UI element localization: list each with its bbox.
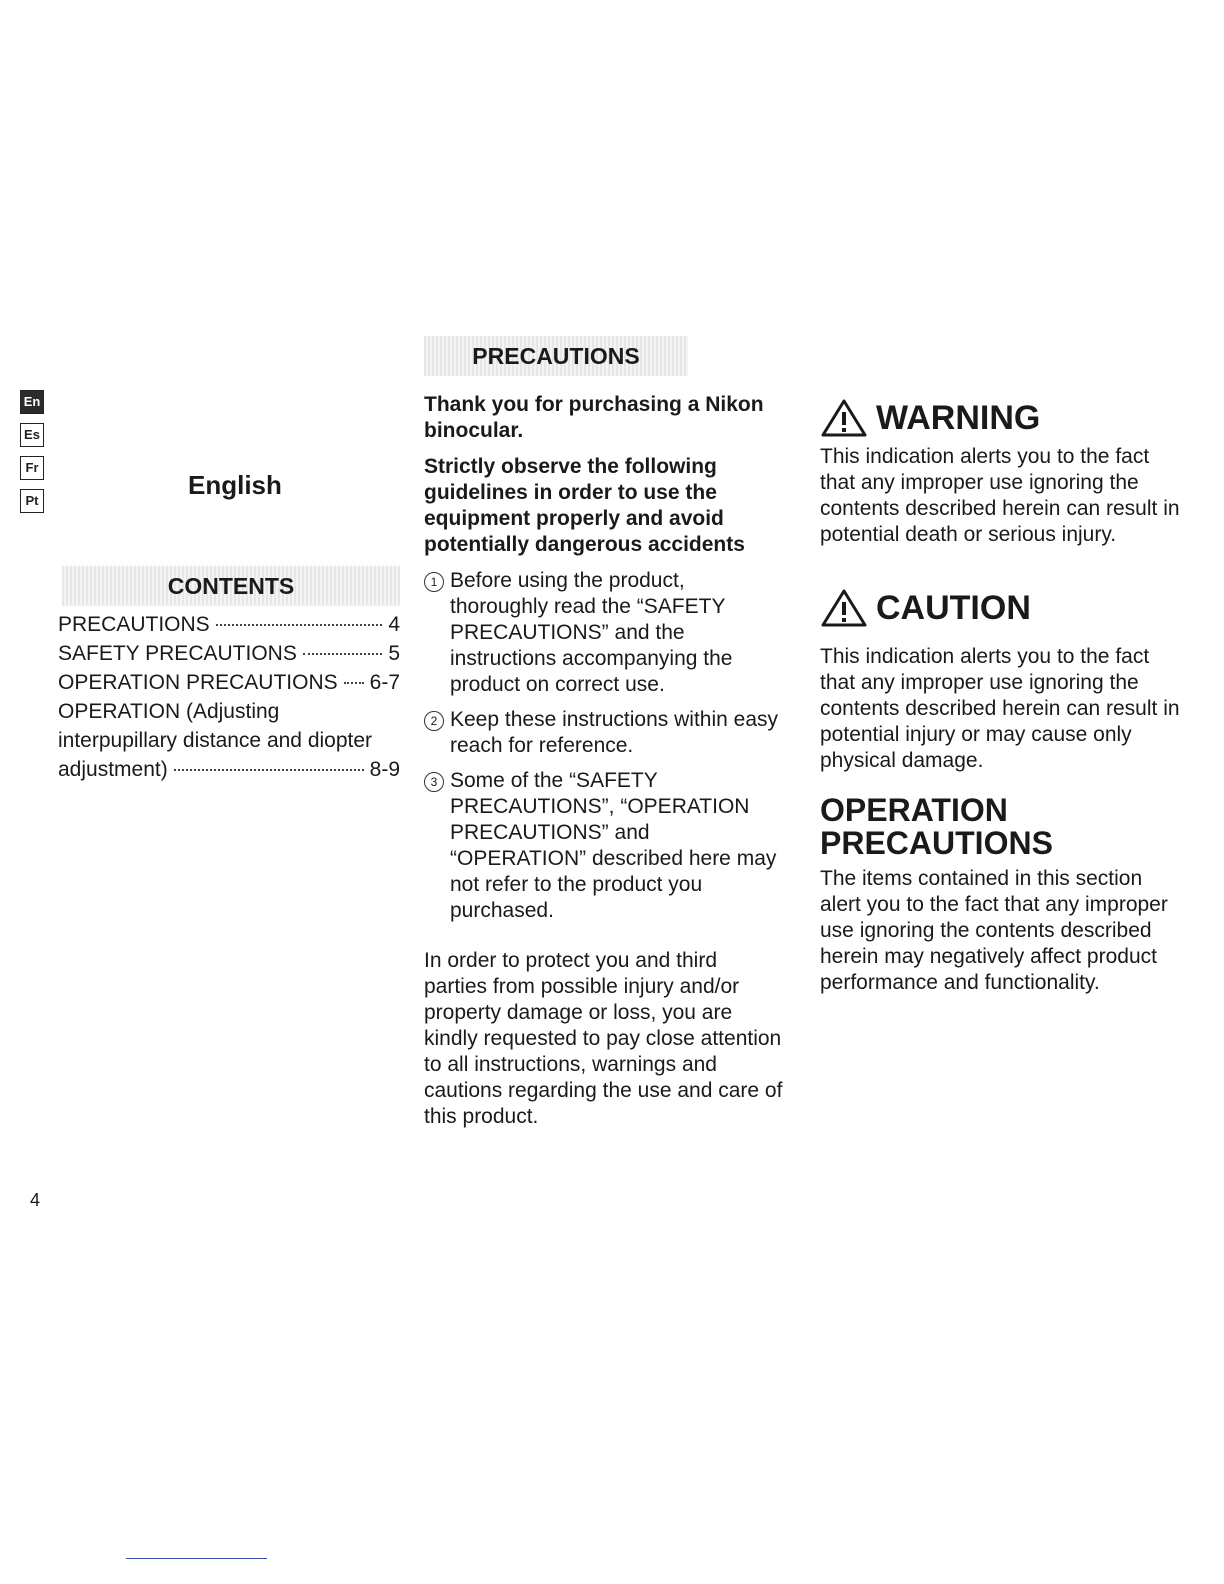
- toc-entry[interactable]: [58, 668, 400, 697]
- operation-precautions-text: The items contained in this section alert you to the fact that any improper use ignoring the contents described herein may negatively affect product performance and functionality.: [820, 867, 1168, 994]
- caution-title: CAUTION: [876, 589, 1031, 627]
- circled-number-2-icon: 2: [424, 711, 444, 731]
- list-item: [424, 768, 784, 924]
- warning-section: [820, 398, 1180, 548]
- toc-leader: [216, 624, 383, 626]
- list-item-text: Keep these instructions within easy reach for reference.: [450, 708, 779, 757]
- language-tab-pt[interactable]: Pt: [20, 489, 44, 513]
- toc-entry-title: PRECAUTIONS: [58, 613, 210, 636]
- precautions-closing: In order to protect you and third parties from possible injury and/or property damage or loss, you are kindly requested to pay close attention to all instructions, warnings and cautions regarding the use and care of this product.: [424, 949, 783, 1128]
- toc-entry[interactable]: [58, 610, 400, 639]
- language-tab-en[interactable]: En: [20, 390, 44, 414]
- list-item-text: Before using the product, thoroughly read the “SAFETY PRECAUTIONS” and the instructions accompanying the product on correct use.: [450, 569, 733, 696]
- precautions-heading: PRECAUTIONS: [424, 336, 688, 376]
- warning-triangle-icon: [820, 398, 868, 438]
- language-tab-es[interactable]: Es: [20, 423, 44, 447]
- toc-entry[interactable]: [58, 639, 400, 668]
- warning-title: WARNING: [876, 399, 1041, 437]
- language-tab-fr[interactable]: Fr: [20, 456, 44, 480]
- warning-heading: [820, 398, 1180, 438]
- circled-number-3-icon: 3: [424, 772, 444, 792]
- toc-leader: [174, 769, 364, 771]
- list-item: [424, 568, 784, 698]
- toc-entry-title: OPERATION PRECAUTIONS: [58, 671, 338, 694]
- toc-entry-page: 6-7: [369, 671, 400, 694]
- toc-entry-page: 4: [388, 613, 400, 636]
- caution-section: [820, 588, 1180, 774]
- toc-leader: [303, 653, 382, 655]
- toc-entry-title-line: OPERATION (Adjusting: [58, 700, 280, 723]
- toc-entry-page: 8-9: [369, 758, 400, 781]
- toc-entry[interactable]: [58, 697, 400, 784]
- toc-entry-title: SAFETY PRECAUTIONS: [58, 642, 297, 665]
- list-item-text: Some of the “SAFETY PRECAUTIONS”, “OPERATION PRECAUTIONS” and “OPERATION” described here may not refer to the product you purchased.: [450, 769, 777, 922]
- table-of-contents: [58, 610, 400, 784]
- operation-precautions-heading-line: PRECAUTIONS: [820, 825, 1053, 861]
- language-title: English: [188, 470, 282, 500]
- precautions-guidelines: Strictly observe the following guidelines in order to use the equipment properly and avoid potentially dangerous accidents: [424, 455, 745, 556]
- circled-number-1-icon: 1: [424, 572, 444, 592]
- list-item: [424, 707, 784, 759]
- precautions-intro: Thank you for purchasing a Nikon binocular.: [424, 393, 764, 442]
- page-number: 4: [30, 1190, 41, 1210]
- operation-precautions-heading: [820, 794, 1180, 860]
- toc-leader: [344, 682, 364, 684]
- caution-text: This indication alerts you to the fact that any improper use ignoring the contents described herein can result in potential injury or may cause only physical damage.: [820, 645, 1180, 772]
- toc-entry-title-line: interpupillary distance and diopter: [58, 729, 373, 752]
- warning-text: This indication alerts you to the fact that any improper use ignoring the contents described herein can result in potential death or serious injury.: [820, 445, 1180, 546]
- toc-entry-title-line: adjustment): [58, 758, 168, 781]
- contents-heading: CONTENTS: [62, 566, 400, 606]
- toc-entry-page: 5: [388, 642, 400, 665]
- caution-triangle-icon: [820, 588, 868, 628]
- operation-precautions-heading-line: OPERATION: [820, 792, 1008, 828]
- caution-heading: [820, 588, 1180, 628]
- precautions-body: [424, 392, 784, 1151]
- operation-precautions-section: [820, 794, 1180, 996]
- footer-divider: [126, 1558, 267, 1559]
